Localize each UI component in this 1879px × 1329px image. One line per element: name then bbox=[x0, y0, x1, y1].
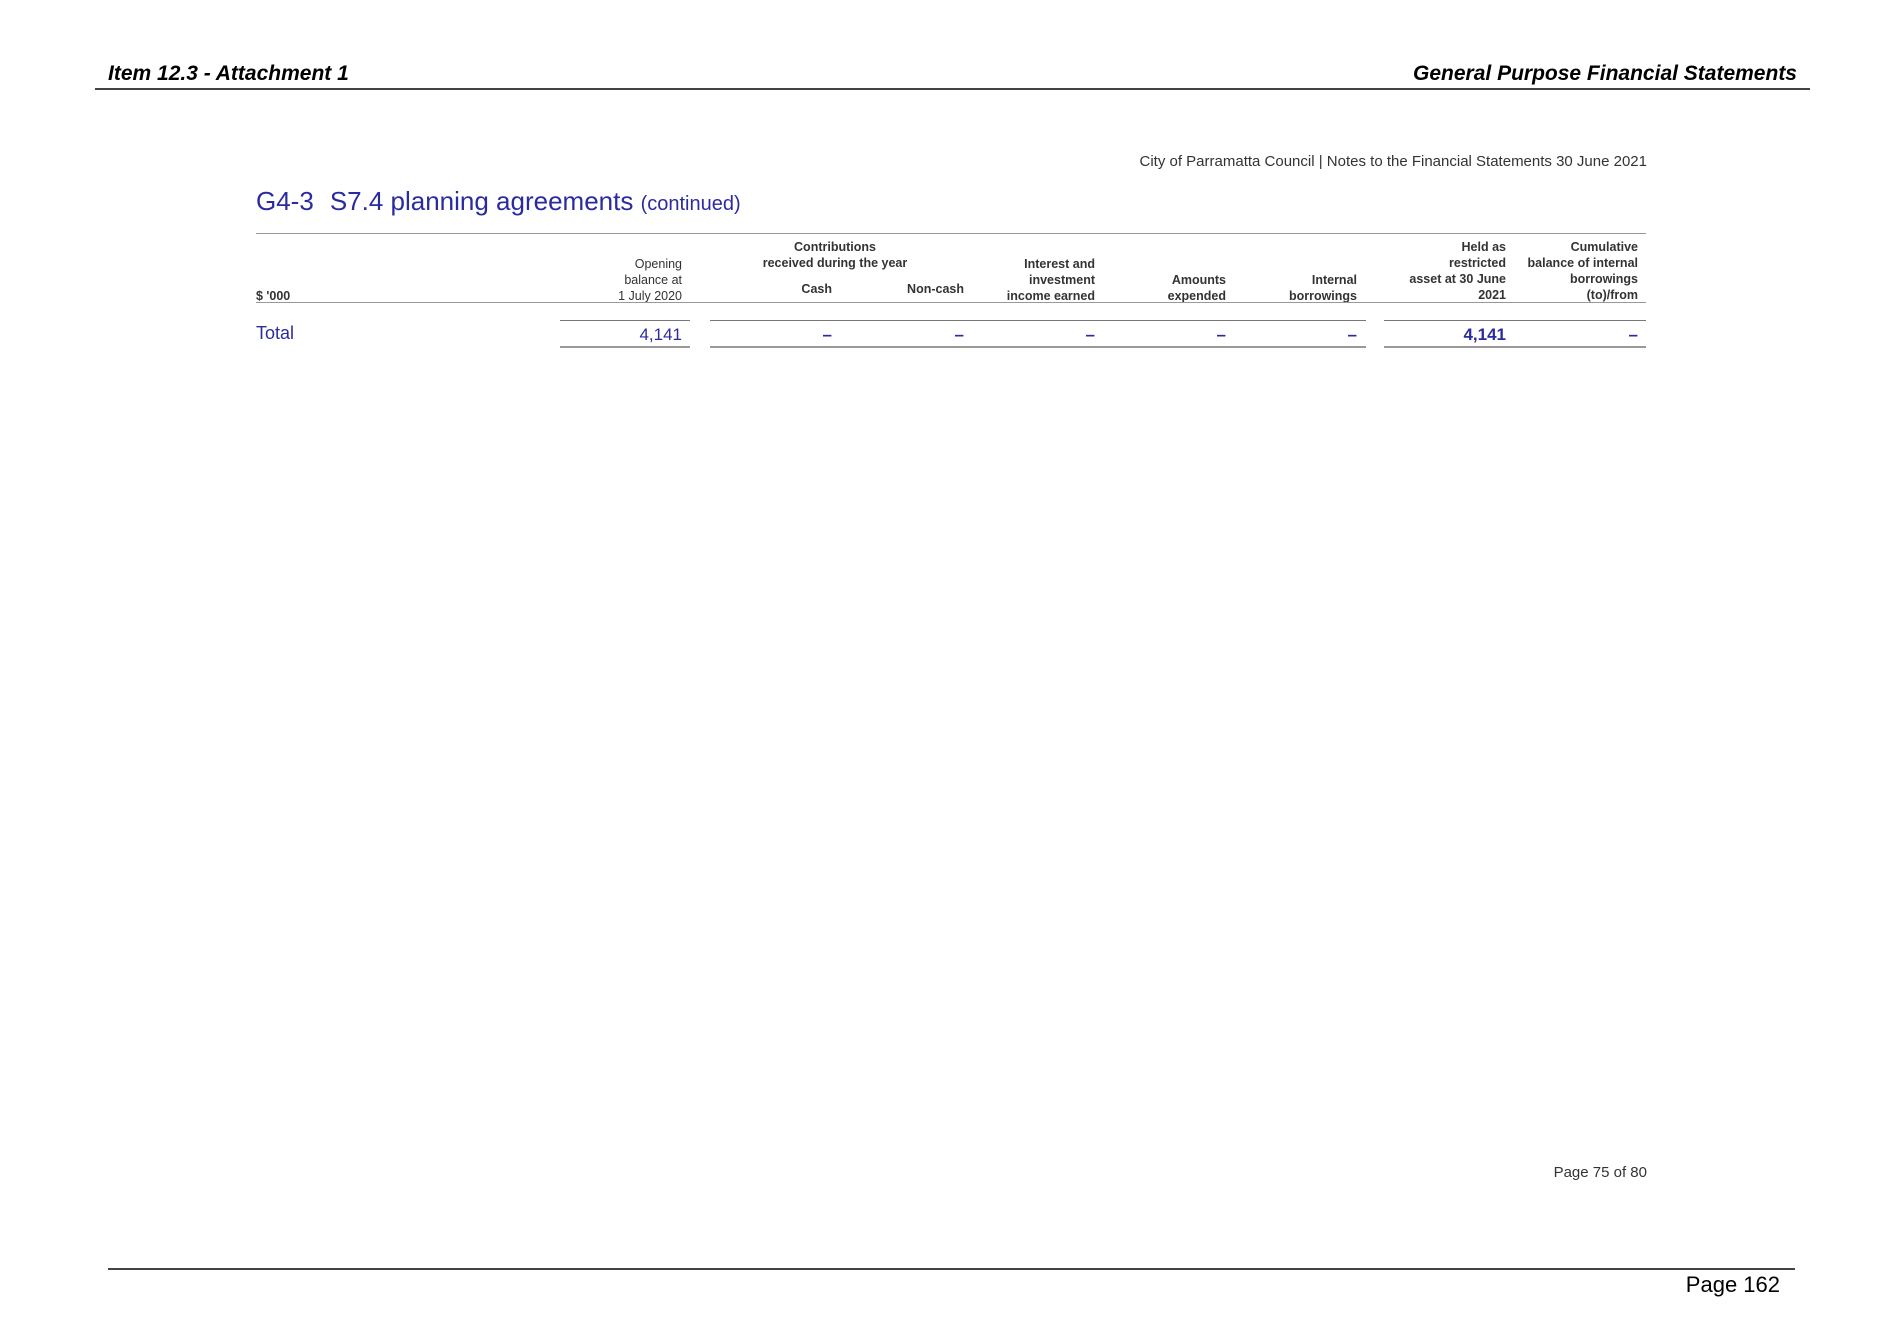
document-type-label: General Purpose Financial Statements bbox=[1413, 62, 1797, 85]
col-cumulative-line2: balance of internal bbox=[1527, 256, 1638, 270]
total-cumulative: – bbox=[1628, 325, 1638, 344]
col-internal-line1: Internal bbox=[1311, 273, 1357, 287]
col-interest-line1: Interest and bbox=[1024, 257, 1095, 271]
col-internal-line2: borrowings bbox=[1288, 289, 1357, 303]
total-noncash: – bbox=[954, 325, 964, 344]
section-title bbox=[256, 186, 741, 217]
header-bottom-rule bbox=[256, 302, 1646, 303]
header-divider bbox=[95, 88, 1810, 90]
statement-subheader: City of Parramatta Council | Notes to the Financial Statements 30 June 2021 bbox=[1139, 153, 1647, 170]
continued-label: (continued) bbox=[640, 193, 741, 215]
col-held-line1: Held as bbox=[1461, 240, 1506, 254]
col-interest bbox=[990, 256, 1095, 304]
total-interest: – bbox=[1085, 325, 1095, 344]
mid-group-bottom-rule bbox=[710, 346, 1366, 348]
total-expended: – bbox=[1216, 325, 1226, 344]
unit-label: $ '000 bbox=[256, 289, 291, 303]
attachment-label: Item 12.3 - Attachment 1 bbox=[108, 62, 349, 85]
page-of-count: Page 75 of 80 bbox=[1553, 1164, 1647, 1181]
total-internal: – bbox=[1347, 325, 1357, 344]
page-number: Page 162 bbox=[1685, 1272, 1780, 1297]
col-expended-line1: Amounts bbox=[1171, 273, 1226, 287]
opening-bottom-rule bbox=[560, 346, 690, 348]
col-contributions-line2: received during the year bbox=[762, 256, 908, 270]
col-opening-line1: Opening bbox=[634, 257, 682, 271]
held-group-top-rule bbox=[1384, 320, 1646, 321]
section-number: G4-3 bbox=[256, 186, 314, 216]
col-cash: Cash bbox=[801, 282, 832, 296]
total-held: 4,141 bbox=[1463, 325, 1506, 344]
col-contributions-group bbox=[740, 239, 930, 271]
col-amounts-expended bbox=[1130, 272, 1226, 304]
total-opening: 4,141 bbox=[639, 325, 682, 344]
col-opening-line2: balance at bbox=[624, 273, 682, 287]
held-group-bottom-rule bbox=[1384, 346, 1646, 348]
col-opening-line3: 1 July 2020 bbox=[618, 289, 682, 303]
col-opening-balance bbox=[560, 256, 682, 304]
opening-top-rule bbox=[560, 320, 690, 321]
col-held-line3: asset at 30 June bbox=[1409, 272, 1506, 286]
col-expended-line2: expended bbox=[1167, 289, 1226, 303]
col-internal-borrowings bbox=[1260, 272, 1357, 304]
mid-group-top-rule bbox=[710, 320, 1366, 321]
total-cash: – bbox=[822, 325, 832, 344]
col-interest-line2: investment bbox=[1029, 273, 1095, 287]
col-interest-line3: income earned bbox=[1006, 289, 1095, 303]
col-cumulative-line4: (to)/from bbox=[1586, 288, 1638, 302]
table-top-rule bbox=[256, 233, 1646, 234]
col-cumulative-balance bbox=[1505, 239, 1638, 303]
total-row-label: Total bbox=[256, 323, 295, 343]
footer-divider bbox=[108, 1268, 1795, 1270]
col-held-restricted bbox=[1380, 239, 1506, 303]
col-cumulative-line3: borrowings bbox=[1569, 272, 1638, 286]
col-contributions-line1: Contributions bbox=[794, 240, 876, 254]
col-held-line2: restricted bbox=[1449, 256, 1506, 270]
section-title-text: S7.4 planning agreements bbox=[329, 186, 634, 216]
col-cumulative-line1: Cumulative bbox=[1570, 240, 1638, 254]
col-noncash: Non-cash bbox=[907, 282, 964, 296]
col-held-line4: 2021 bbox=[1478, 288, 1506, 302]
